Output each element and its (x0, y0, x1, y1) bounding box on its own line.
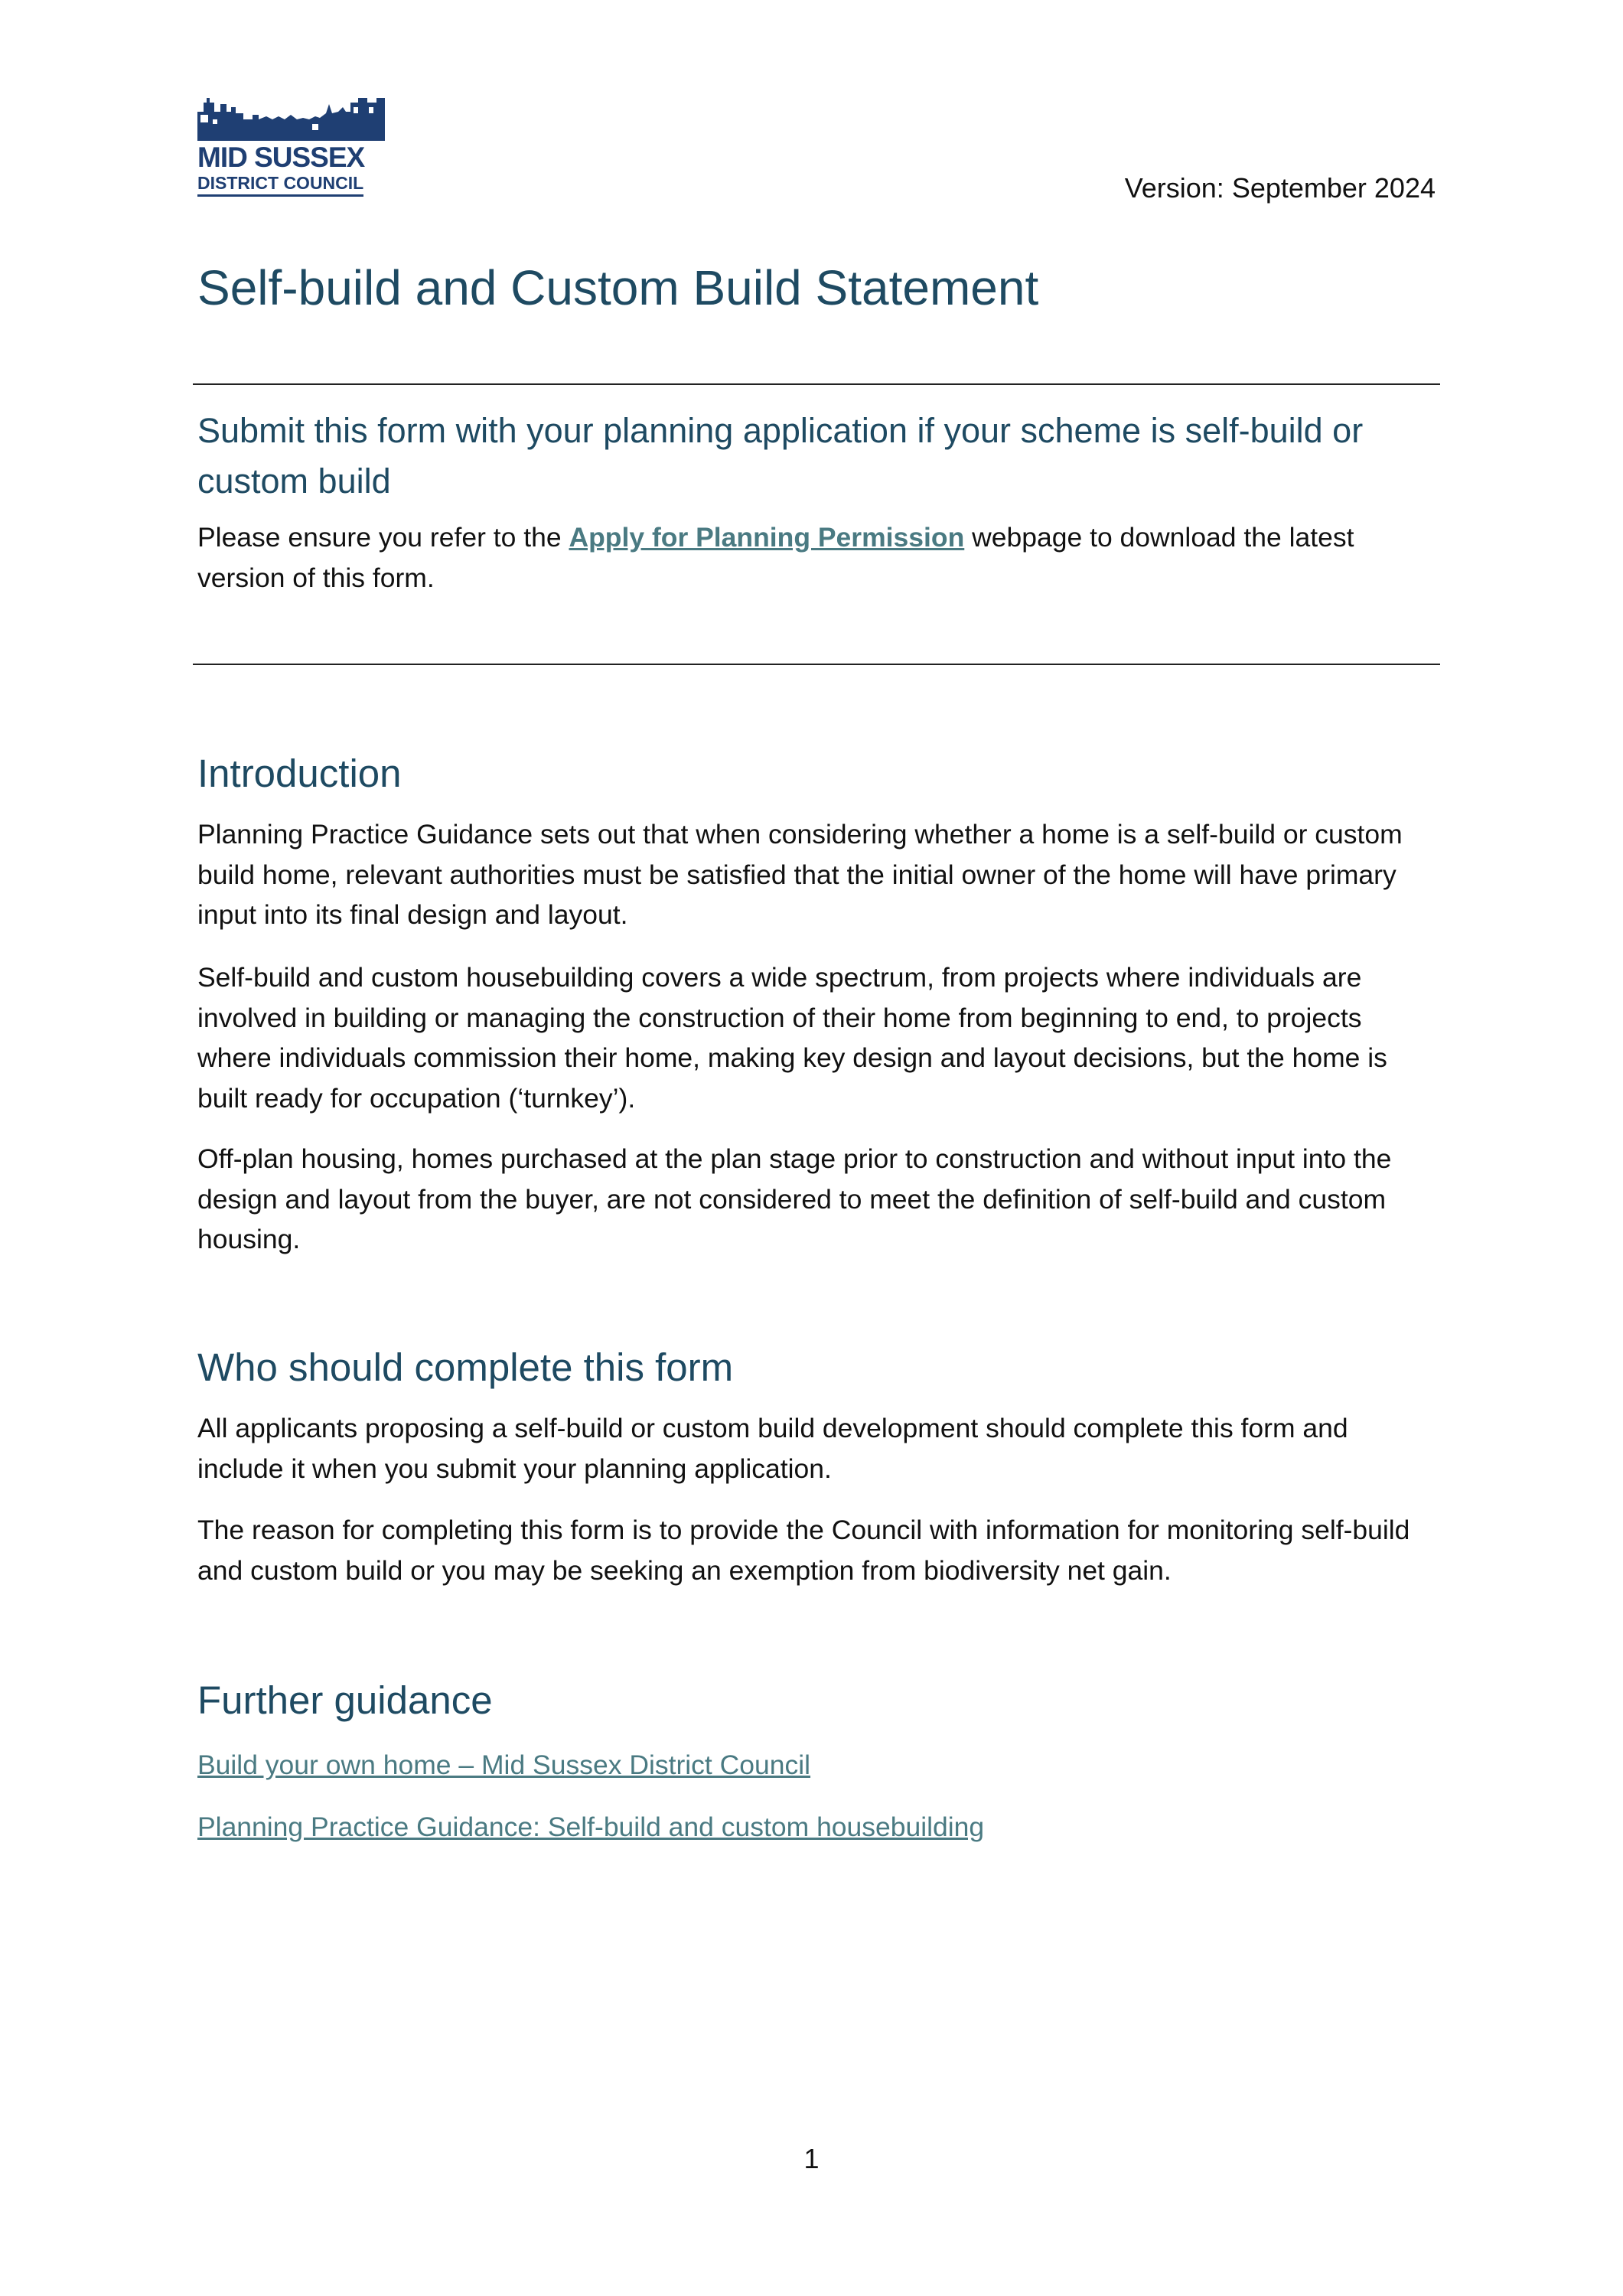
who-paragraph-1: All applicants proposing a self-build or custom build development should complete this form and include it when you submit your planning application. (197, 1413, 1348, 1484)
introduction-paragraph-1: Planning Practice Guidance sets out that when considering whether a home is a self-build or custom build home, relevant authorities must be satisfied that the initial owner of the home will have primary input into its final design and layout. (197, 819, 1403, 930)
council-logo (197, 96, 385, 200)
notice-text (197, 517, 1441, 598)
notice-text-before: Please ensure you refer to the (197, 522, 569, 553)
build-your-own-home-link[interactable]: Build your own home – Mid Sussex District Council (197, 1750, 811, 1780)
who-heading: Who should complete this form (197, 1345, 734, 1389)
council-logo-skyline-icon (197, 96, 385, 142)
logo-line-2: DISTRICT COUNCIL (197, 173, 363, 197)
further-guidance-heading: Further guidance (197, 1678, 493, 1722)
logo-line-1: MID SUSSEX (197, 142, 365, 173)
introduction-paragraph-2: Self-build and custom housebuilding covers a wide spectrum, from projects where individuals are involved in building or managing the construction of their home from beginning to end, to projects where individuals commission their home, making key design and layout decisions, but the home is built ready for occupation (‘turnkey’). (197, 962, 1387, 1114)
notice-heading: Submit this form with your planning application if your scheme is self-build or custom build (197, 411, 1364, 501)
notice-text-after: webpage to download the latest version of this form. (197, 522, 1354, 593)
introduction-paragraph-3: Off-plan housing, homes purchased at the plan stage prior to construction and without input into the design and layout from the buyer, are not considered to meet the definition of self-build and custom housing. (197, 1143, 1392, 1254)
page-number: 1 (803, 2143, 820, 2174)
version-label: Version: September 2024 (1124, 172, 1436, 204)
introduction-heading: Introduction (197, 752, 402, 795)
page-title: Self-build and Custom Build Statement (197, 260, 1039, 315)
apply-for-planning-permission-link[interactable]: Apply for Planning Permission (569, 522, 965, 553)
planning-practice-guidance-link[interactable]: Planning Practice Guidance: Self-build and custom housebuilding (197, 1812, 985, 1842)
divider-bottom (193, 664, 1440, 665)
divider-top (193, 383, 1440, 385)
who-paragraph-2: The reason for completing this form is to provide the Council with information for monitoring self-build and custom build or you may be seeking an exemption from biodiversity net gain. (197, 1515, 1410, 1586)
